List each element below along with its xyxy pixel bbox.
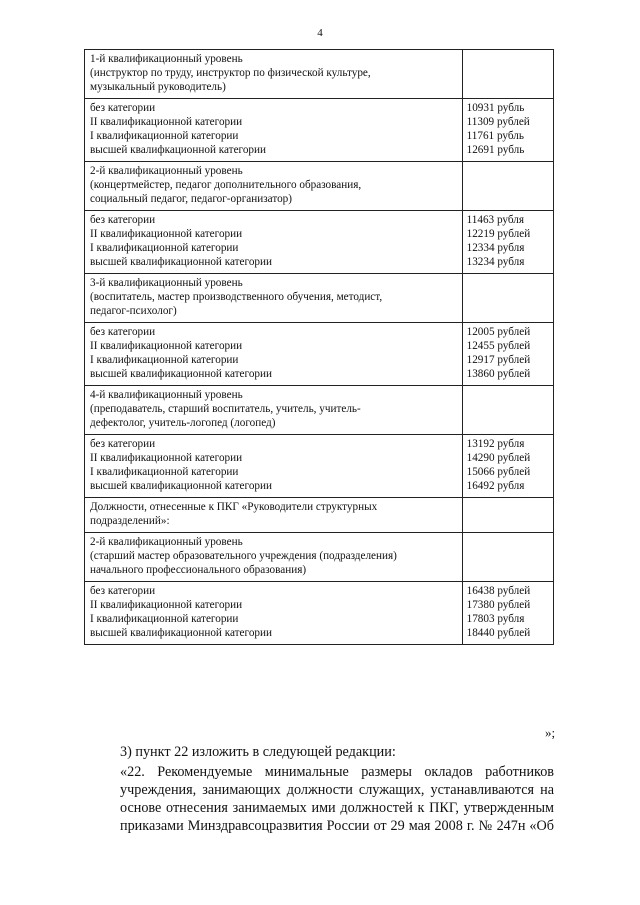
row-description-line: (концертмейстер, педагог дополнительного образования, — [90, 179, 362, 191]
row-salary-cell — [462, 435, 553, 498]
row-description-line: I квалификационной категории — [90, 613, 239, 625]
row-description-line: I квалификационной категории — [90, 130, 239, 142]
salary-value: 18440 рублей — [466, 627, 531, 639]
table-row-level — [85, 386, 554, 435]
row-salary-cell — [462, 274, 553, 323]
row-description-cell — [85, 99, 463, 162]
row-description-line: начального профессионального образования) — [90, 564, 307, 576]
salary-value: 11309 рублей — [466, 116, 530, 128]
row-description-cell — [85, 323, 463, 386]
table-row-values — [85, 323, 554, 386]
row-salary-cell — [462, 50, 553, 99]
salary-value: 11463 рубля — [466, 214, 524, 226]
salary-value: 12691 рубль — [466, 144, 525, 156]
row-description-cell — [85, 211, 463, 274]
salary-value: 11761 рубль — [466, 130, 524, 142]
paragraph-line: учреждения, занимающих должности служащих, устанавливаются на — [120, 782, 554, 798]
table-row-level — [85, 498, 554, 533]
row-description-line: (инструктор по труду, инструктор по физической культуре, — [90, 67, 371, 79]
row-description-line: II квалификационной категории — [90, 340, 243, 352]
row-description-line: 2-й квалификационный уровень — [90, 165, 243, 177]
salary-value: 12455 рублей — [466, 340, 531, 352]
row-description-line: высшей квалификационной категории — [90, 480, 272, 492]
row-description-line: без категории — [90, 214, 156, 226]
row-description-line: музыкальный руководитель) — [90, 81, 226, 93]
row-description-line: 2-й квалификационный уровень — [90, 536, 243, 548]
salary-value: 17803 рубля — [466, 613, 525, 625]
row-description-line: без категории — [90, 102, 156, 114]
row-description-line: высшей квалификационной категории — [90, 627, 272, 639]
row-salary-cell — [462, 323, 553, 386]
salary-value: 12005 рублей — [466, 326, 531, 338]
row-description-line: II квалификационной категории — [90, 452, 243, 464]
row-description-line: 4-й квалификационный уровень — [90, 389, 243, 401]
row-description-line: (воспитатель, мастер производственного обучения, методист, — [90, 291, 383, 303]
table-row-values — [85, 99, 554, 162]
salary-table — [84, 49, 554, 645]
row-salary-cell — [462, 99, 553, 162]
row-salary-cell — [462, 211, 553, 274]
salary-value: 12219 рублей — [466, 228, 531, 240]
row-description-line: Должности, отнесенные к ПКГ «Руководители структурных — [90, 501, 378, 513]
row-description-line: 1-й квалификационный уровень — [90, 53, 243, 65]
row-description-cell — [85, 50, 463, 99]
paragraph-line: приказами Минздравсоцразвития России от 29 мая 2008 г. № 247н «Об — [120, 818, 554, 834]
row-description-line: I квалификационной категории — [90, 354, 239, 366]
row-salary-cell — [462, 386, 553, 435]
paragraph-line: основе отнесения занимаемых ими должностей к ПКГ, утвержденным — [120, 800, 554, 816]
row-description-line: высшей квалифкационной категории — [90, 144, 266, 156]
row-description-line: I квалификационной категории — [90, 466, 239, 478]
row-description-line: II квалификационной категории — [90, 116, 243, 128]
quote-close: »; — [545, 725, 556, 740]
row-description-line: без категории — [90, 438, 156, 450]
table-row-level — [85, 274, 554, 323]
row-description-line: (старший мастер образовательного учреждения (подразделения) — [90, 550, 397, 562]
salary-value: 16492 рубля — [466, 480, 525, 492]
row-description-cell — [85, 274, 463, 323]
table-row-values — [85, 435, 554, 498]
row-description-line: II квалификационной категории — [90, 599, 243, 611]
row-description-line: 3-й квалификационный уровень — [90, 277, 243, 289]
row-description-cell — [85, 435, 463, 498]
row-description-cell — [85, 498, 463, 533]
row-description-line: без категории — [90, 585, 156, 597]
row-description-cell — [85, 162, 463, 211]
row-salary-cell — [462, 498, 553, 533]
salary-value: 12917 рублей — [466, 354, 531, 366]
paragraph-item-22 — [84, 763, 554, 835]
row-description-cell — [85, 533, 463, 582]
salary-value: 12334 рубля — [466, 242, 525, 254]
table-row-values — [85, 211, 554, 274]
page-number: 4 — [317, 27, 323, 39]
table-row-values — [85, 582, 554, 645]
salary-value: 10931 рубль — [466, 102, 525, 114]
row-description-line: высшей квалификационной категории — [90, 368, 272, 380]
row-salary-cell — [462, 582, 553, 645]
salary-table-body — [85, 50, 554, 645]
paragraph-line: «22. Рекомендуемые минимальные размеры окладов работников — [120, 764, 554, 780]
salary-value: 13192 рубля — [466, 438, 525, 450]
row-description-line: подразделений»: — [90, 515, 170, 527]
row-description-line: педагог-психолог) — [90, 305, 177, 317]
paragraph-point-22: 3) пункт 22 изложить в следующей редакции: — [120, 744, 396, 760]
row-description-line: I квалификационной категории — [90, 242, 239, 254]
row-description-line: дефектолог, учитель-логопед (логопед) — [90, 417, 276, 429]
salary-value: 16438 рублей — [466, 585, 531, 597]
row-description-cell — [85, 386, 463, 435]
row-description-line: социальный педагог, педагог-организатор) — [90, 193, 293, 205]
row-description-line: II квалификационной категории — [90, 228, 243, 240]
row-description-cell — [85, 582, 463, 645]
salary-value: 14290 рублей — [466, 452, 531, 464]
table-row-level — [85, 533, 554, 582]
salary-value: 17380 рублей — [466, 599, 531, 611]
salary-value: 15066 рублей — [466, 466, 531, 478]
row-salary-cell — [462, 162, 553, 211]
table-row-level — [85, 162, 554, 211]
salary-value: 13234 рубля — [466, 256, 525, 268]
table-row-level — [85, 50, 554, 99]
salary-value: 13860 рублей — [466, 368, 531, 380]
row-description-line: высшей квалификационной категории — [90, 256, 272, 268]
row-description-line: (преподаватель, старший воспитатель, учитель, учитель- — [90, 403, 361, 415]
row-salary-cell — [462, 533, 553, 582]
row-description-line: без категории — [90, 326, 156, 338]
